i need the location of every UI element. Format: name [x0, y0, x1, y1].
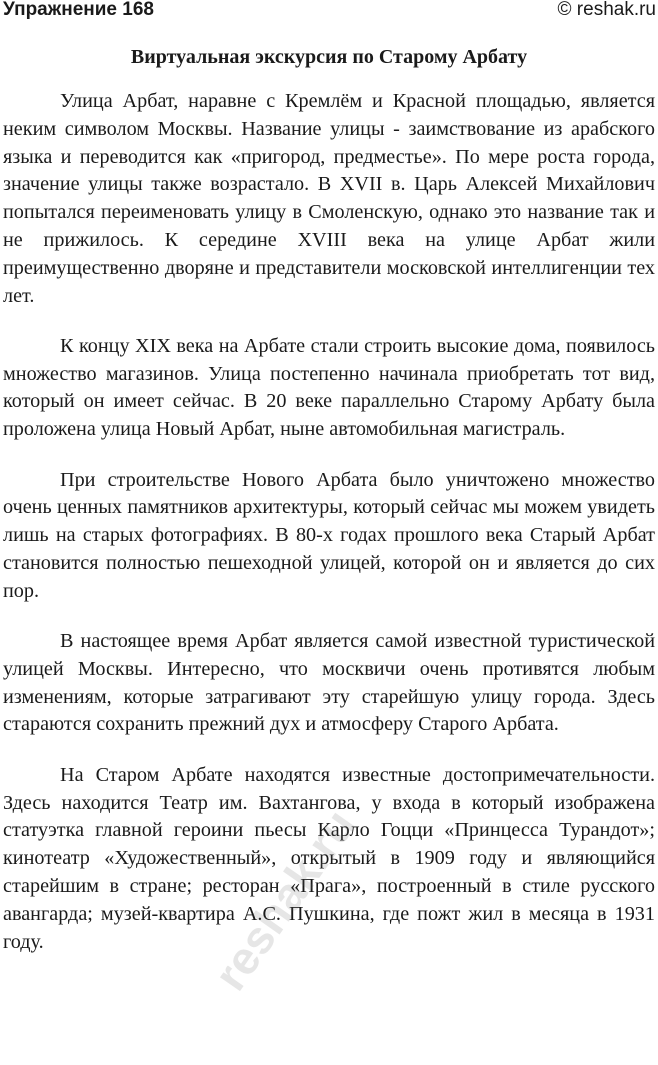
paragraph-3: При строительстве Нового Арбата было уничтожено множество очень ценных памятников архитектуры, который сейчас мы можем увидеть лишь на старых фотографиях. В 80-х годах прошлого века Старый Арбат становится полностью пешеходной улицей, которой он и является до сих пор. [3, 468, 655, 602]
copyright-notice: © reshak.ru [557, 0, 656, 20]
exercise-number: Упражнение 168 [3, 0, 154, 20]
document-body [3, 88, 655, 979]
paragraph-2: К концу XIX века на Арбате стали строить высокие дома, появилось множество магазинов. Улица постепенно начинала приобретать тот вид, который он имеет сейчас. В 20 веке параллельно Старому Арбату была проложена улица Новый Арбат, ныне автомобильная магистраль. [3, 334, 655, 441]
paragraph-4: В настоящее время Арбат является самой известной туристической улицей Москвы. Интересно, что москвичи очень противятся любым изменениям, которые затрагивают эту старейшую улицу города. Здесь стараются сохранить прежний дух и атмосферу Старого Арбата. [3, 630, 655, 736]
paragraph-5: На Старом Арбате находятся известные достопримечательности. Здесь находится Театр им. Вахтангова, у входа в который изображена статуэтка главной героини пьесы Карло Гоцци «Принцесса Турандот»; кинотеатр «Художественный», открытый в 1909 году и являющийся старейшим в стране; ресторан «Прага», построенный в стиле русского авангарда; музей-квартира А.С. Пушкина, где пожт жил в месяца в 1931 году. [3, 763, 655, 953]
page-header [0, 0, 658, 24]
watermark-text: reshak.ru [203, 799, 366, 1000]
document-title: Виртуальная экскурсия по Старому Арбату [130, 46, 528, 68]
paragraph-1: Улица Арбат, наравне с Кремлём и Красной площадью, является неким символом Москвы. Название улицы - заимствование из арабского языка и переводится как «пригород, предместье». По мере роста города, значение улицы также возрастало. В XVII в. Царь Алексей Михайлович попытался переименовать улицу в Смоленскую, однако это название так и не прижилось. К середине XVIII века на улице Арбат жили преимущественно дворяне и представители московской интеллигенции тех лет. [3, 90, 655, 307]
